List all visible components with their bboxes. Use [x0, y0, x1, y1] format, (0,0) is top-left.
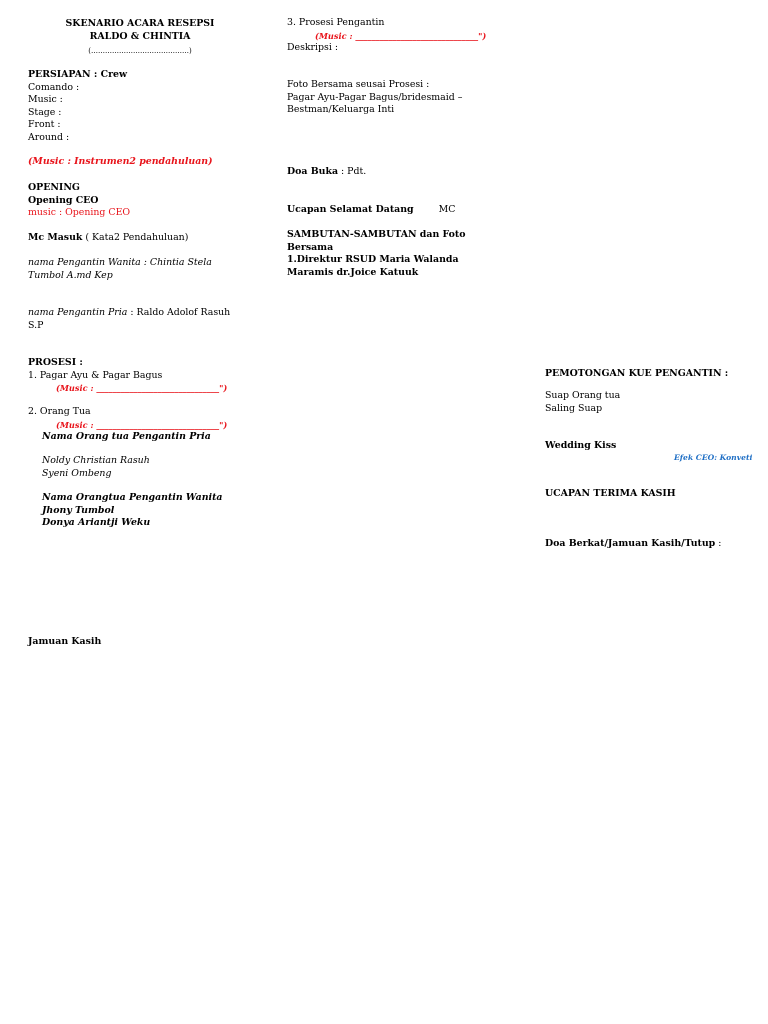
mc-masuk-label: Mc Masuk: [28, 232, 83, 243]
jamuan-kasih: Jamuan Kasih: [28, 636, 102, 647]
groom-name-1: : Raldo Adolof Rasuh: [127, 307, 231, 318]
crew-front: Front :: [28, 119, 61, 130]
sambutan-section: [287, 229, 466, 279]
mc-masuk-text: ( Kata2 Pendahuluan): [82, 232, 189, 243]
orang-tua-section: [28, 406, 227, 444]
parents-groom-heading: Nama Orang tua Pengantin Pria: [42, 431, 211, 442]
foto-line-1: Foto Bersama seusai Prosesi :: [287, 79, 430, 90]
prosesi-section: [28, 357, 227, 395]
doa-buka: [287, 166, 366, 179]
opening-heading: OPENING: [28, 182, 80, 193]
deskripsi: Deskripsi :: [287, 42, 338, 53]
doa-berkat: [545, 538, 721, 551]
parent-bride-1: Jhony Tumbol: [42, 504, 115, 516]
foto-line-2: Pagar Ayu-Pagar Bagus/bridesmaid –: [287, 91, 463, 103]
bride-line-1: nama Pengantin Wanita : Chintia Stela: [28, 257, 212, 268]
opening-ceo: Opening CEO: [28, 194, 99, 206]
prosesi-pengantin: [287, 17, 486, 55]
saling-suap: Saling Suap: [545, 402, 603, 414]
crew-music: Music :: [28, 94, 63, 105]
music-intro: (Music : Instrumen2 pendahuluan): [28, 156, 213, 167]
mc-masuk: [28, 232, 188, 245]
prosesi-heading: PROSESI :: [28, 357, 83, 368]
crew-around: Around :: [28, 131, 70, 143]
doa-buka-label: Doa Buka: [287, 166, 339, 177]
title-line-2: RALDO & CHINTIA: [89, 30, 191, 42]
prosesi-item-1: 1. Pagar Ayu & Pagar Bagus: [28, 369, 163, 381]
sambutan-line-2: Bersama: [287, 241, 334, 253]
groom-name-2: S.P: [28, 319, 44, 331]
wedding-kiss: Wedding Kiss: [545, 440, 617, 451]
music-blank-2: (Music : ______________________________"): [56, 419, 228, 430]
bride-name: [28, 257, 212, 282]
parents-bride-heading: Nama Orangtua Pengantin Wanita: [42, 492, 223, 503]
parents-bride-list: [42, 492, 223, 530]
persiapan-section: [28, 69, 127, 144]
parents-groom-list: [42, 455, 150, 480]
crew-comando: Comando :: [28, 81, 80, 93]
ucapan-terima-kasih: UCAPAN TERIMA KASIH: [545, 488, 676, 499]
foto-bersama: [287, 79, 462, 117]
sambutan-line-4: Maramis dr.Joice Katuuk: [287, 266, 419, 278]
date-placeholder: (……………………………………): [88, 47, 192, 55]
kue-heading: PEMOTONGAN KUE PENGANTIN :: [545, 368, 729, 379]
parent-groom-1: Noldy Christian Rasuh: [42, 455, 150, 466]
music-blank-1: (Music : ______________________________"): [56, 383, 228, 393]
title-line-1: SKENARIO ACARA RESEPSI: [65, 18, 215, 29]
persiapan-heading: PERSIAPAN : Crew: [28, 69, 128, 80]
document-title: [40, 18, 240, 43]
groom-label: nama Pengantin Pria: [28, 307, 128, 318]
doa-berkat-colon: :: [715, 538, 722, 549]
efek-ceo: Efek CEO: Konveti: [674, 453, 753, 462]
crew-stage: Stage :: [28, 106, 62, 118]
groom-name: [28, 307, 230, 332]
foto-line-3: Bestman/Keluarga Inti: [287, 104, 395, 115]
prosesi-item-2: 2. Orang Tua: [28, 406, 91, 417]
parent-bride-2: Donya Ariantji Weku: [42, 517, 151, 528]
ucapan-selamat-datang: [287, 204, 455, 217]
doa-berkat-label: Doa Berkat/Jamuan Kasih/Tutup: [545, 538, 716, 549]
suap-list: [545, 390, 620, 415]
doa-buka-value: : Pdt.: [338, 166, 367, 177]
bride-line-2: Tumbol A.md Kep: [28, 269, 113, 281]
opening-section: [28, 182, 130, 220]
music-blank-3: (Music : ______________________________"): [315, 30, 487, 41]
ucapan-value: MC: [438, 204, 456, 215]
prosesi-item-3: 3. Prosesi Pengantin: [287, 17, 385, 28]
parent-groom-2: Syeni Ombeng: [42, 467, 112, 479]
suap-orang-tua: Suap Orang tua: [545, 390, 621, 401]
sambutan-line-1: SAMBUTAN-SAMBUTAN dan Foto: [287, 229, 466, 240]
music-opening: music : Opening CEO: [28, 207, 131, 218]
ucapan-label: Ucapan Selamat Datang: [287, 204, 414, 215]
sambutan-line-3: 1.Direktur RSUD Maria Walanda: [287, 254, 459, 265]
